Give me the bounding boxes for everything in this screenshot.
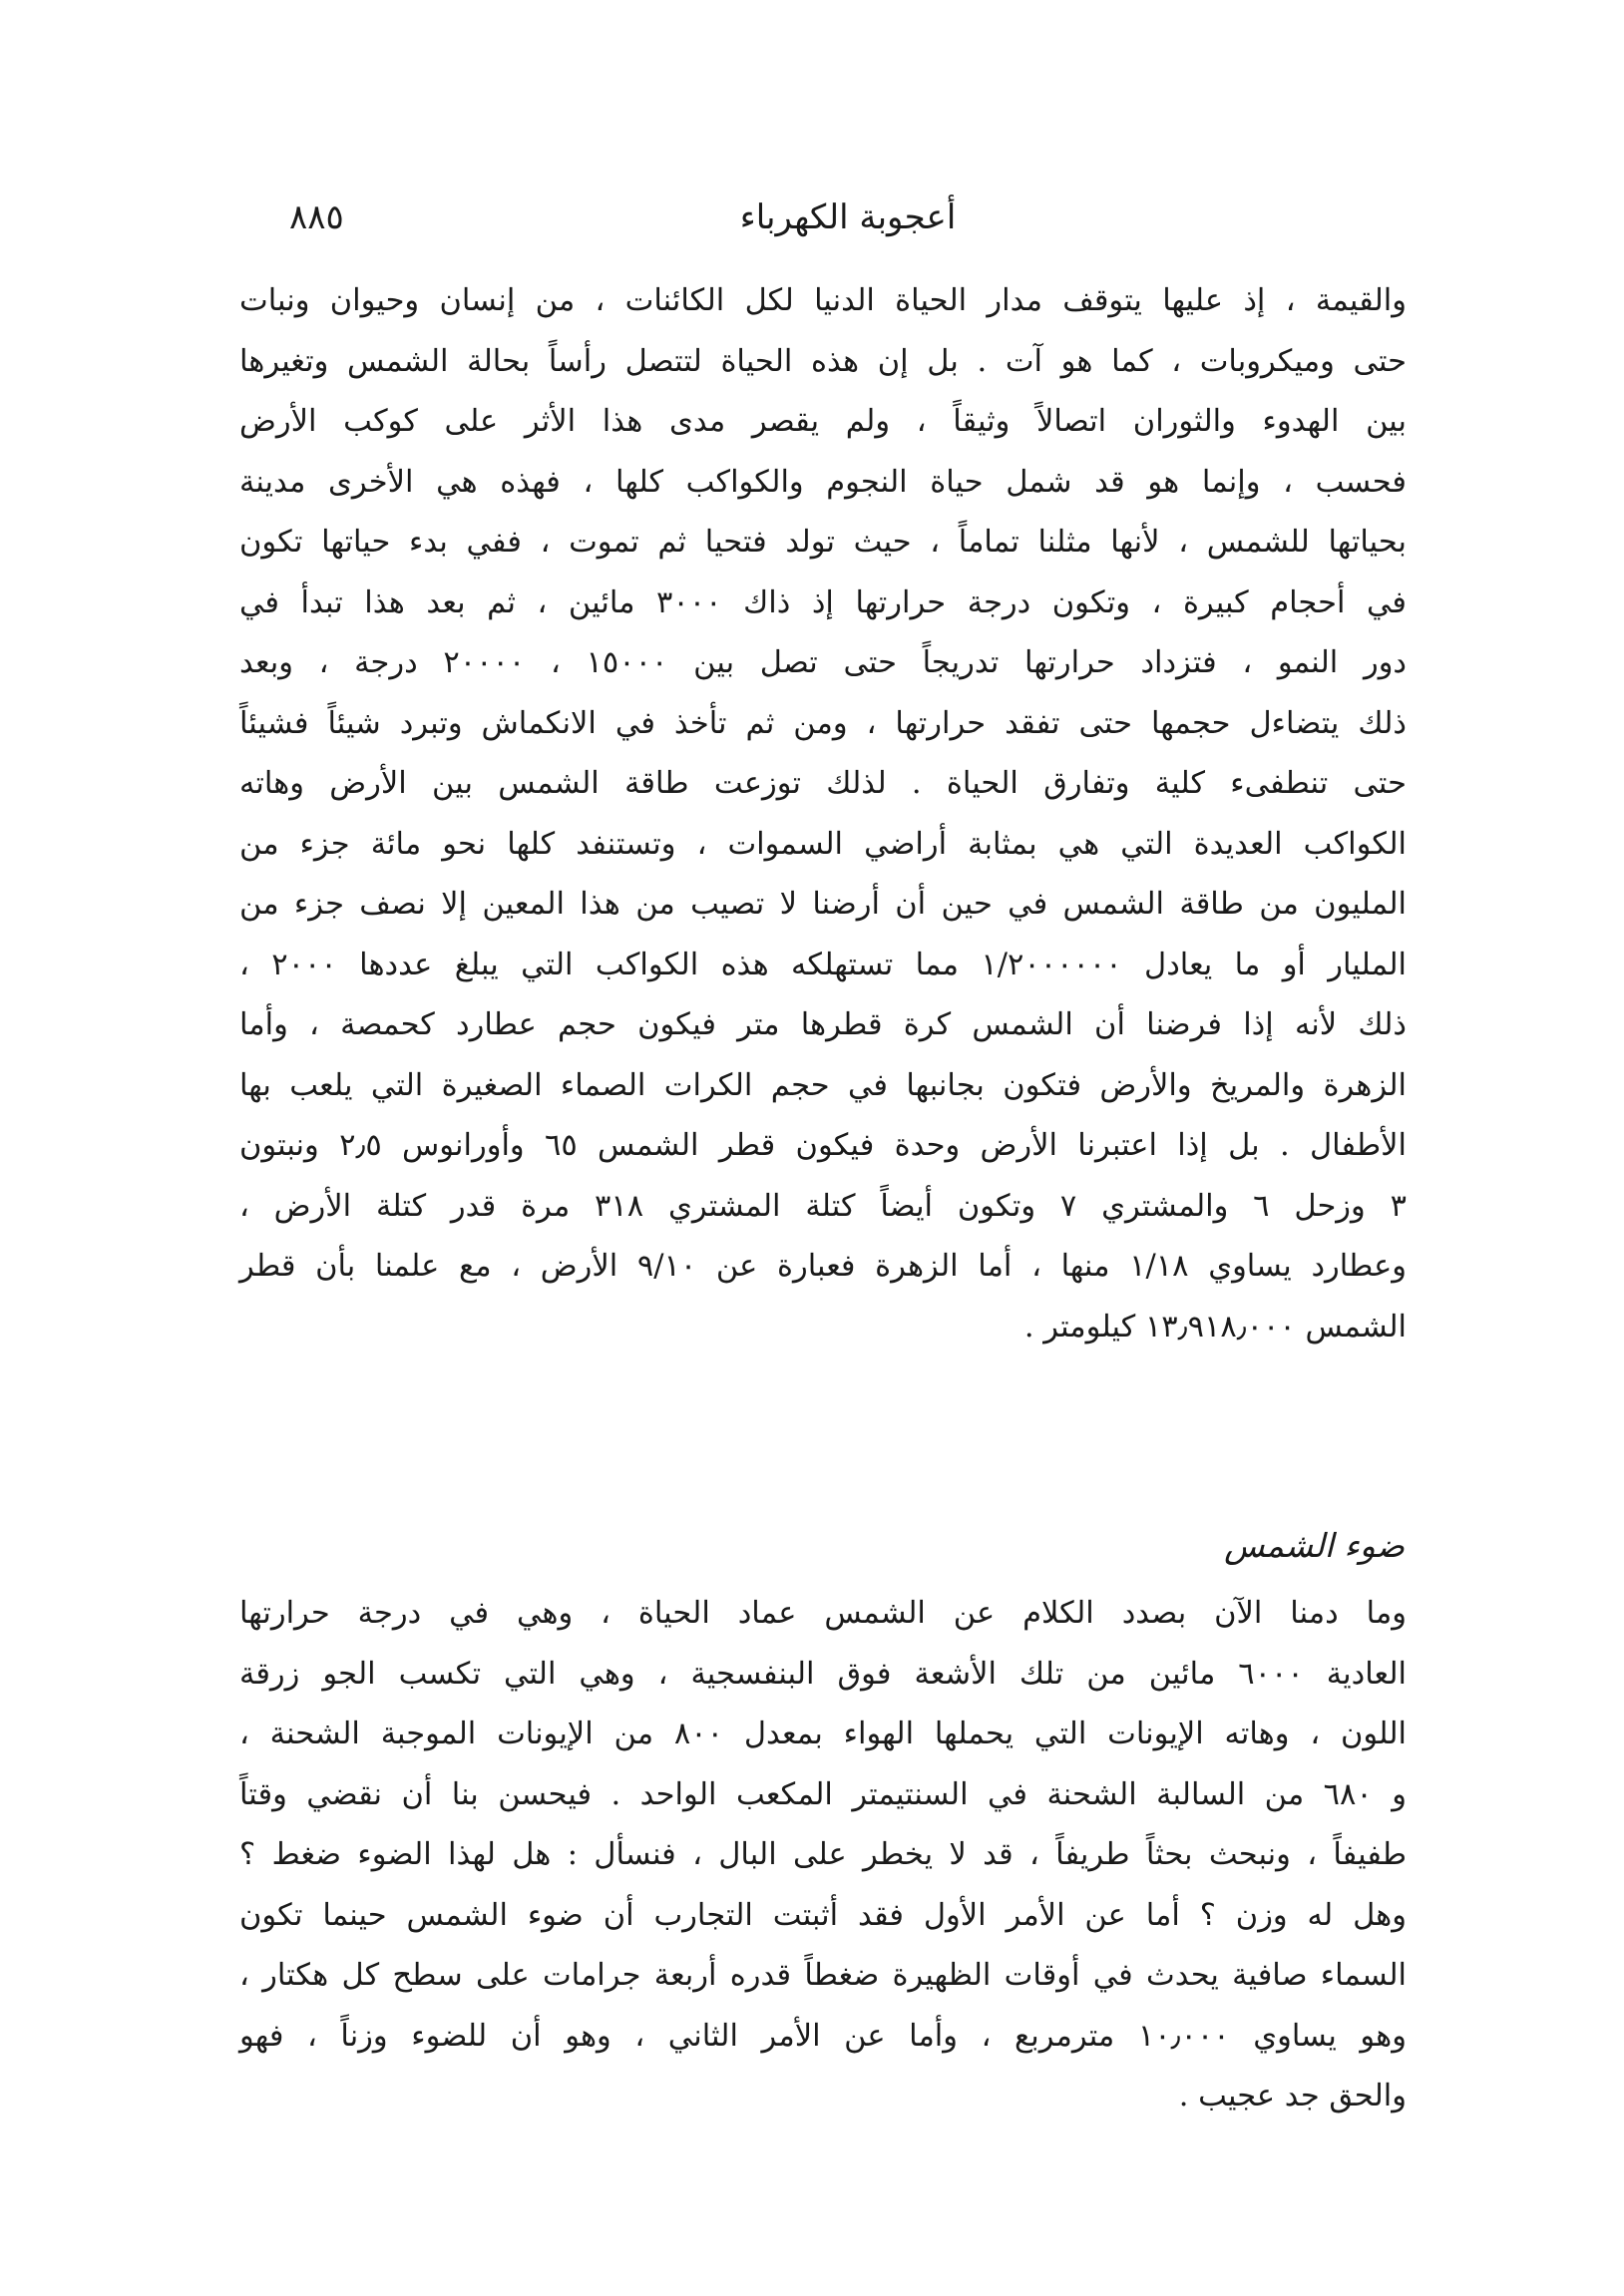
text-line: فحسب ، وإنما هو قد شمل حياة النجوم والكواكب كلها ، فهذه هي الأخرى مدينة — [239, 464, 1407, 500]
text-line: الزهرة والمريخ والأرض فتكون بجانبها في حجم الكرات الصماء الصغيرة التي يلعب بها — [239, 1067, 1407, 1103]
text-line: دور النمو ، فتزداد حرارتها تدريجاً حتى تصل بين ١٥٠٠٠ ، ٢٠٠٠٠ درجة ، وبعد — [239, 645, 1407, 680]
paragraph-1 — [239, 271, 1407, 1357]
text-line: الكواكب العديدة التي هي بمثابة أراضي السموات ، وتستنفد كلها نحو مائة جزء من — [239, 826, 1407, 862]
text-line: طفيفاً ، ونبحث بحثاً طريفاً ، قد لا يخطر على البال ، فنسأل : هل لهذا الضوء ضغط ؟ — [239, 1837, 1407, 1872]
text-line: وما دمنا الآن بصدد الكلام عن الشمس عماد الحياة ، وهي في درجة حرارتها — [239, 1596, 1407, 1631]
text-line: حتى وميكروبات ، كما هو آت . بل إن هذه الحياة لتتصل رأساً بحالة الشمس وتغيرها — [239, 343, 1407, 379]
text-line: المليار أو ما يعادل ١/٢٠٠٠٠٠٠ مما تستهلكه هذه الكواكب التي يبلغ عددها ٢٠٠٠ ، — [239, 947, 1407, 982]
text-line: في أحجام كبيرة ، وتكون درجة حرارتها إذ ذاك ٣٠٠٠ مائين ، ثم بعد هذا تبدأ في — [239, 584, 1407, 620]
text-line: الأطفال . بل إذا اعتبرنا الأرض وحدة فيكون قطر الشمس ٦٥ وأورانوس ٢٫٥ ونبتون — [239, 1128, 1407, 1163]
text-line: والقيمة ، إذ عليها يتوقف مدار الحياة الدنيا لكل الكائنات ، من إنسان وحيوان ونبات — [239, 283, 1407, 318]
text-line: اللون ، وهاته الإيونات التي يحملها الهواء بمعدل ٨٠٠ من الإيونات الموجبة الشحنة ، — [239, 1717, 1407, 1751]
text-line: بحياتها للشمس ، لأنها مثلنا تماماً ، حيث تولد فتحيا ثم تموت ، ففي بدء حياتها تكون — [239, 525, 1407, 560]
text-line: وهو يساوي ١٠٫٠٠٠ مترمربع ، وأما عن الأمر الثاني ، وهو أن للضوء وزناً ، فهو — [239, 2018, 1407, 2054]
text-line: السماء صافية يحدث في أوقات الظهيرة ضغطاً قدره أربعة جرامات على سطح كل هكتار ، — [239, 1958, 1408, 1993]
text-line: الشمس ١٣٫٩١٨٫٠٠٠ كيلومتر . — [1023, 1309, 1407, 1344]
text-line: حتى تنطفىء كلية وتفارق الحياة . لذلك توزعت طاقة الشمس بين الأرض وهاته — [239, 766, 1407, 801]
page-number: ٨٨٥ — [289, 197, 344, 237]
text-line: وعطارد يساوي ١/١٨ منها ، أما الزهرة فعبارة عن ٩/١٠ الأرض ، مع علمنا بأن قطر — [239, 1249, 1408, 1284]
text-line: ٣ وزحل ٦ والمشتري ٧ وتكون أيضاً كتلة المشتري ٣١٨ مرة قدر كتلة الأرض ، — [239, 1188, 1407, 1224]
text-line: و ٦٨٠ من السالبة الشحنة في السنتيمتر المكعب الواحد . فيحسن بنا أن نقضي وقتاً — [239, 1776, 1407, 1812]
text-line: والحق جد عجيب . — [1178, 2079, 1407, 2113]
paragraph-2 — [239, 1584, 1407, 2127]
text-line: ذلك لأنه إذا فرضنا أن الشمس كرة قطرها متر فيكون حجم عطارد كحمصة ، وأما — [239, 1007, 1407, 1042]
section-heading: ضوء الشمس — [1224, 1526, 1405, 1565]
running-title: أعجوبة الكهرباء — [739, 197, 957, 237]
text-line: العادية ٦٠٠٠ مائين من تلك الأشعة فوق البنفسجية ، وهي التي تكسب الجو زرقة — [239, 1656, 1407, 1692]
text-line: المليون من طاقة الشمس في حين أن أرضنا لا تصيب من هذا المعين إلا نصف جزء من — [239, 887, 1407, 922]
running-head — [289, 188, 1407, 247]
text-line: وهل له وزن ؟ أما عن الأمر الأول فقد أثبتت التجارب أن ضوء الشمس حينما تكون — [239, 1897, 1407, 1933]
text-line: بين الهدوء والثوران اتصالاً وثيقاً ، ولم يقصر مدى هذا الأثر على كوكب الأرض — [239, 404, 1407, 439]
text-line: ذلك يتضاءل حجمها حتى تفقد حرارتها ، ومن ثم تأخذ في الانكماش وتبرد شيئاً فشيئاً — [239, 705, 1407, 741]
